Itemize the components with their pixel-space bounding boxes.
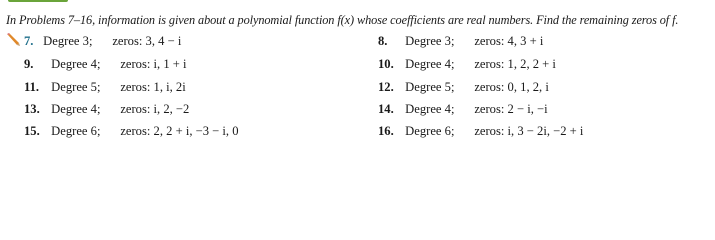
zeros-value: i, 1 + i — [153, 57, 187, 71]
zeros-label: zeros: — [474, 102, 505, 116]
zeros-value: 1, i, 2i — [153, 80, 186, 94]
problem-degree: Degree 4; — [51, 102, 101, 116]
problem-13 — [24, 101, 189, 117]
accent-mark — [8, 0, 68, 2]
zeros-label: zeros: — [474, 34, 505, 48]
problem-number: 14. — [378, 102, 394, 116]
problem-8 — [378, 33, 543, 49]
zeros-value: i, 3 − 2i, −2 + i — [507, 124, 584, 138]
problem-number: 15. — [24, 124, 40, 138]
problem-7 — [24, 33, 181, 49]
zeros-label: zeros: — [112, 34, 143, 48]
zeros-value: 0, 1, 2, i — [507, 80, 549, 94]
zeros-value: 4, 3 + i — [507, 34, 544, 48]
problem-degree: Degree 3; — [405, 34, 455, 48]
problem-number: 9. — [24, 57, 34, 71]
problem-degree: Degree 6; — [405, 124, 455, 138]
problem-15 — [24, 123, 239, 139]
pencil-icon — [7, 33, 21, 47]
problem-12 — [378, 79, 549, 95]
problem-14 — [378, 101, 548, 117]
zeros-value: 2, 2 + i, −3 − i, 0 — [153, 124, 239, 138]
problem-number: 13. — [24, 102, 40, 116]
zeros-label: zeros: — [120, 57, 151, 71]
problem-11 — [24, 79, 186, 95]
problem-degree: Degree 4; — [405, 57, 455, 71]
zeros-value: i, 2, −2 — [153, 102, 190, 116]
problem-number: 12. — [378, 80, 394, 94]
zeros-label: zeros: — [120, 102, 151, 116]
problem-number: 7. — [24, 34, 34, 48]
zeros-value: 3, 4 − i — [145, 34, 182, 48]
problem-10 — [378, 56, 556, 72]
problem-number: 16. — [378, 124, 394, 138]
zeros-value: 2 − i, −i — [507, 102, 548, 116]
problem-degree: Degree 3; — [43, 34, 93, 48]
problem-degree: Degree 5; — [405, 80, 455, 94]
problem-degree: Degree 4; — [51, 57, 101, 71]
problem-number: 8. — [378, 34, 388, 48]
problem-16 — [378, 123, 583, 139]
zeros-label: zeros: — [474, 80, 505, 94]
problem-degree: Degree 5; — [51, 80, 101, 94]
zeros-label: zeros: — [474, 124, 505, 138]
zeros-value: 1, 2, 2 + i — [507, 57, 556, 71]
top-accent-bar — [0, 0, 715, 4]
problem-number: 11. — [24, 80, 40, 94]
problem-number: 10. — [378, 57, 394, 71]
instructions-text: In Problems 7–16, information is given about a polynomial function f(x) whose coefficients are real numbers. Find the remaining zeros of f. — [6, 13, 679, 27]
problem-degree: Degree 4; — [405, 102, 455, 116]
zeros-label: zeros: — [474, 57, 505, 71]
zeros-label: zeros: — [120, 80, 151, 94]
problem-9 — [24, 56, 187, 72]
zeros-label: zeros: — [120, 124, 151, 138]
problem-degree: Degree 6; — [51, 124, 101, 138]
